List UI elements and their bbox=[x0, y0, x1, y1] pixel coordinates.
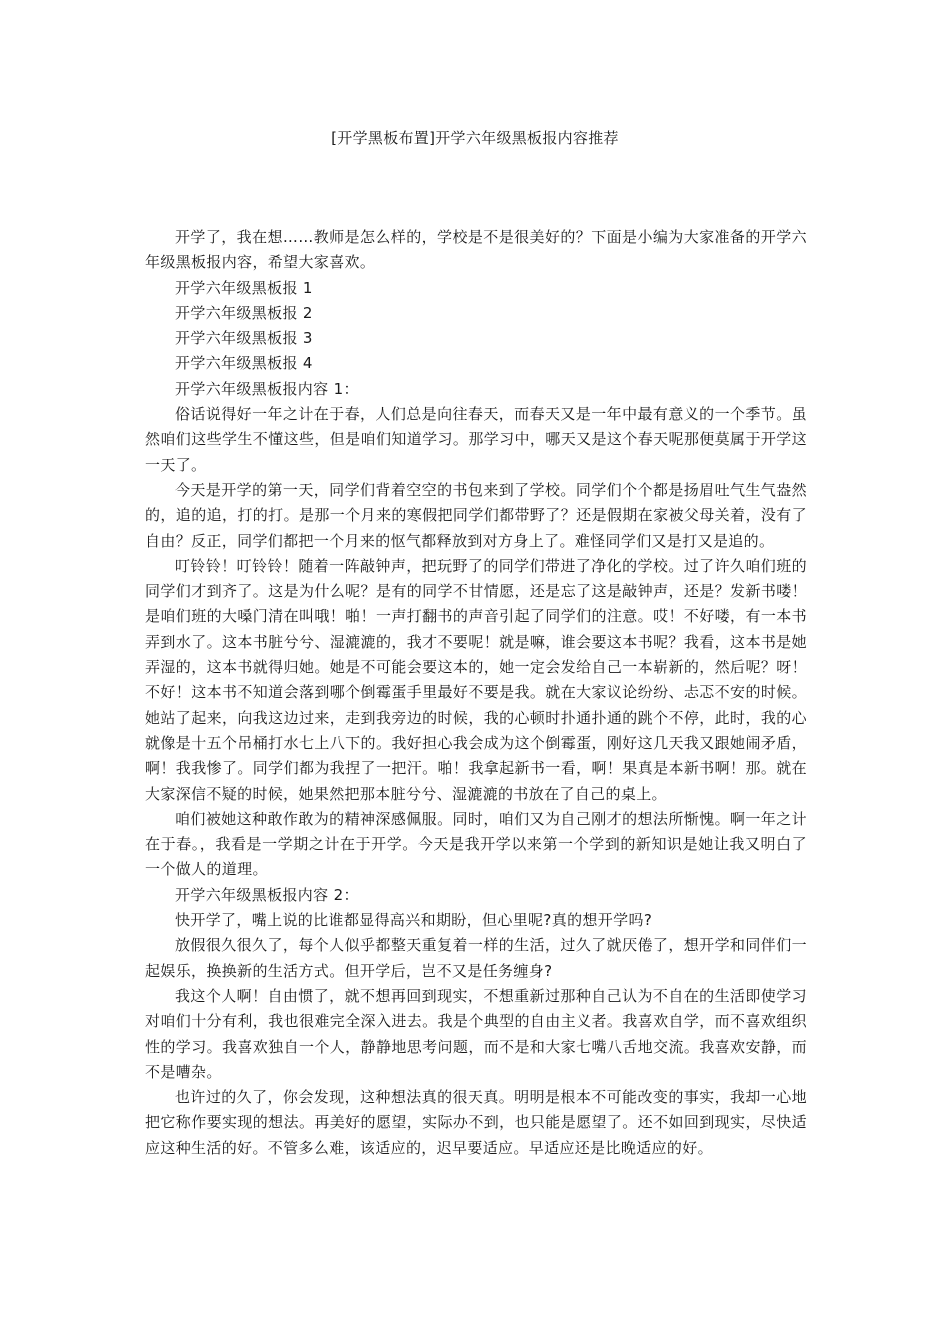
body-paragraph: 俗话说得好一年之计在于春，人们总是向往春天，而春天又是一年中最有意义的一个季节。虽然咱们这些学生不懂这些，但是咱们知道学习。那学习中，哪天又是这个春天呢那便莫属于开学这一天了。 bbox=[145, 405, 807, 474]
document-title: [开学黑板布置]开学六年级黑板报内容推荐 bbox=[331, 129, 619, 147]
section-heading: 开学六年级黑板报内容 2： bbox=[175, 885, 359, 904]
list-item: 开学六年级黑板报 4 bbox=[175, 354, 313, 373]
document-body bbox=[145, 225, 807, 1161]
intro-paragraph: 开学了，我在想……教师是怎么样的，学校是不是很美好的？下面是小编为大家准备的开学六年级黑板报内容，希望大家喜欢。 bbox=[145, 228, 807, 272]
body-paragraph: 也许过的久了，你会发现，这种想法真的很天真。明明是根本不可能改变的事实，我却一心地把它称作要实现的想法。再美好的愿望，实际办不到，也只能是愿望了。还不如回到现实，尽快适应这种生活的好。不管多么难，该适应的，迟早要适应。早适应还是比晚适应的好。 bbox=[145, 1088, 807, 1157]
body-paragraph: 我这个人啊！自由惯了，就不想再回到现实，不想重新过那种自己认为不自在的生活即使学习对咱们十分有利，我也很难完全深入进去。我是个典型的自由主义者。我喜欢自学，而不喜欢组织性的学习。我喜欢独自一个人，静静地思考问题，而不是和大家七嘴八舌地交流。我喜欢安静，而不是嘈杂。 bbox=[145, 986, 807, 1081]
list-item: 开学六年级黑板报 3 bbox=[175, 329, 313, 348]
section-heading: 开学六年级黑板报内容 1： bbox=[175, 379, 359, 398]
list-item: 开学六年级黑板报 2 bbox=[175, 303, 313, 322]
body-paragraph: 叮铃铃！叮铃铃！随着一阵敲钟声，把玩野了的同学们带进了净化的学校。过了许久咱们班的同学们才到齐了。这是为什么呢？是有的同学不甘情愿，还是忘了这是敲钟声，还是？发新书喽！是咱们班的大嗓门清在叫哦！啪！一声打翻书的声音引起了同学们的注意。哎！不好喽，有一本书弄到水了。这本书脏兮兮、湿漉漉的，我才不要呢！就是嘛，谁会要这本书呢？我看，这本书是她弄湿的，这本书就得归她。她是不可能会要这本的，她一定会发给自己一本崭新的，然后呢？呀！不好！这本书不知道会落到哪个倒霉蛋手里最好不要是我。就在大家议论纷纷、忐忑不安的时候。她站了起来，向我这边过来，走到我旁边的时候，我的心顿时扑通扑通的跳个不停，此时，我的心就像是十五个吊桶打水七上八下的。我好担心我会成为这个倒霉蛋，刚好这几天我又跟她闹矛盾，啊！我我惨了。同学们都为我捏了一把汗。啪！我拿起新书一看，啊！果真是本新书啊！那。就在大家深信不疑的时候，她果然把那本脏兮兮、湿漉漉的书放在了自己的桌上。 bbox=[145, 556, 807, 803]
list-item: 开学六年级黑板报 1 bbox=[175, 278, 313, 297]
body-paragraph: 快开学了，嘴上说的比谁都显得高兴和期盼，但心里呢?真的想开学吗? bbox=[175, 911, 653, 930]
body-paragraph: 放假很久很久了，每个人似乎都整天重复着一样的生活，过久了就厌倦了，想开学和同伴们一起娱乐，换换新的生活方式。但开学后，岂不又是任务缠身? bbox=[145, 936, 807, 980]
body-paragraph: 今天是开学的第一天，同学们背着空空的书包来到了学校。同学们个个都是扬眉吐气生气盎然的，追的追，打的打。是那一个月来的寒假把同学们都带野了？还是假期在家被父母关着，没有了自由？反正，同学们都把一个月来的怄气都释放到对方身上了。难怪同学们又是打又是追的。 bbox=[145, 480, 807, 550]
body-paragraph: 咱们被她这种敢作敢为的精神深感佩服。同时，咱们又为自己刚才的想法所惭愧。啊一年之计在于春。，我看是一学期之计在于开学。今天是我开学以来第一个学到的新知识是她让我又明白了一个做人的道理。 bbox=[145, 809, 807, 879]
